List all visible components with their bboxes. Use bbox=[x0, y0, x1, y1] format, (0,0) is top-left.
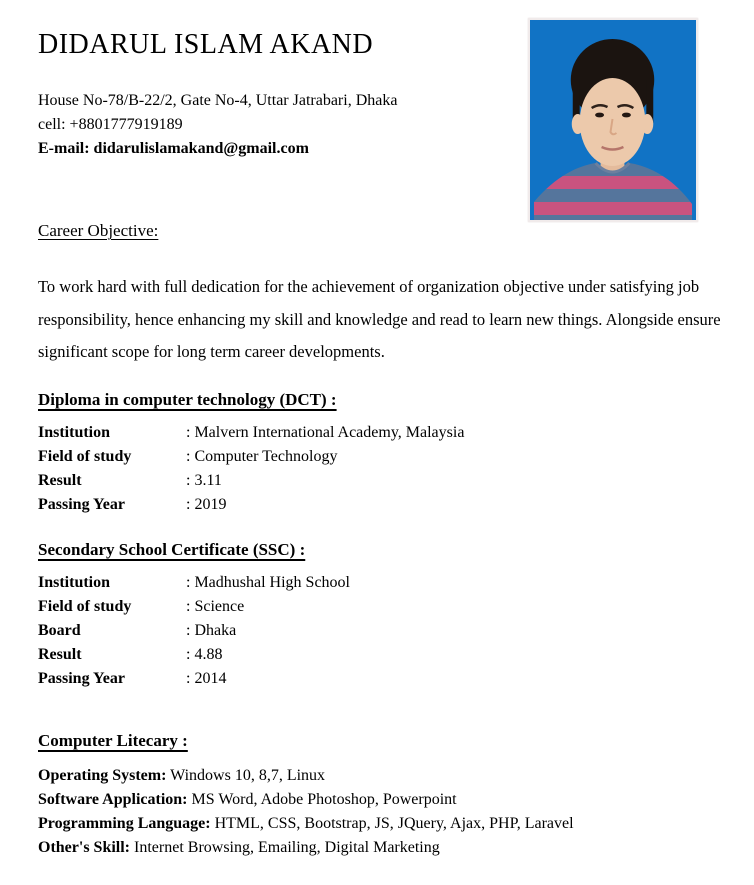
career-objective-heading: Career Objective: bbox=[38, 221, 159, 240]
row-value: : 2019 bbox=[186, 495, 227, 513]
table-row bbox=[38, 595, 738, 619]
row-value: : Dhaka bbox=[186, 621, 237, 639]
row-value: : 3.11 bbox=[186, 471, 222, 489]
contact-block bbox=[38, 89, 508, 161]
ssc-table bbox=[38, 571, 738, 691]
table-row bbox=[38, 469, 738, 493]
career-objective-text: To work hard with full dedication for the achievement of organization objective under satisfying job responsibility, hence enhancing my skill and knowledge and read to learn new things. Alongside ensure significant scope for long term career developments. bbox=[38, 277, 721, 361]
computer-literacy-heading: Computer Litecary : bbox=[38, 730, 188, 750]
skill-label: Other's Skill: bbox=[38, 838, 131, 856]
row-value: : Computer Technology bbox=[186, 447, 338, 465]
ssc-section-heading: Secondary School Certificate (SSC) : bbox=[38, 539, 306, 559]
dct-section-heading: Diploma in computer technology (DCT) : bbox=[38, 389, 337, 409]
list-item bbox=[38, 788, 738, 812]
skill-value: Internet Browsing, Emailing, Digital Marketing bbox=[130, 838, 440, 856]
row-label: Result bbox=[38, 471, 82, 489]
eye-left bbox=[595, 113, 604, 118]
row-label: Institution bbox=[38, 423, 111, 441]
email-line: E-mail: didarulislamakand@gmail.com bbox=[38, 140, 309, 157]
table-row bbox=[38, 571, 738, 595]
row-value: : Malvern International Academy, Malaysia bbox=[186, 423, 465, 441]
skill-label: Software Application: bbox=[38, 790, 188, 808]
skill-value: Windows 10, 8,7, Linux bbox=[166, 766, 326, 784]
skill-label: Operating System: bbox=[38, 766, 167, 784]
row-label: Board bbox=[38, 621, 81, 639]
table-row bbox=[38, 667, 738, 691]
eye-right bbox=[622, 113, 631, 118]
row-value: : Science bbox=[186, 597, 245, 615]
row-label: Result bbox=[38, 645, 82, 663]
applicant-photo-illustration bbox=[530, 20, 696, 220]
address-line: House No-78/B-22/2, Gate No-4, Uttar Jatrabari, Dhaka bbox=[38, 92, 398, 109]
table-row bbox=[38, 619, 738, 643]
computer-literacy-list bbox=[38, 764, 738, 860]
row-value: : Madhushal High School bbox=[186, 573, 350, 591]
skill-value: MS Word, Adobe Photoshop, Powerpoint bbox=[187, 790, 457, 808]
list-item bbox=[38, 764, 738, 788]
row-value: : 4.88 bbox=[186, 645, 223, 663]
list-item bbox=[38, 836, 738, 860]
row-label: Field of study bbox=[38, 597, 132, 615]
cell-line: cell: +8801777919189 bbox=[38, 116, 183, 133]
table-row bbox=[38, 421, 738, 445]
row-label: Passing Year bbox=[38, 495, 125, 513]
row-label: Institution bbox=[38, 573, 111, 591]
table-row bbox=[38, 445, 738, 469]
table-row bbox=[38, 493, 738, 517]
applicant-name: DIDARUL ISLAM AKAND bbox=[38, 29, 374, 60]
dct-table bbox=[38, 421, 738, 517]
row-label: Field of study bbox=[38, 447, 132, 465]
applicant-photo bbox=[528, 18, 698, 222]
row-value: : 2014 bbox=[186, 669, 227, 687]
row-label: Passing Year bbox=[38, 669, 125, 687]
table-row bbox=[38, 643, 738, 667]
list-item bbox=[38, 812, 738, 836]
skill-label: Programming Language: bbox=[38, 814, 211, 832]
skill-value: HTML, CSS, Bootstrap, JS, JQuery, Ajax, PHP, Laravel bbox=[210, 814, 574, 832]
